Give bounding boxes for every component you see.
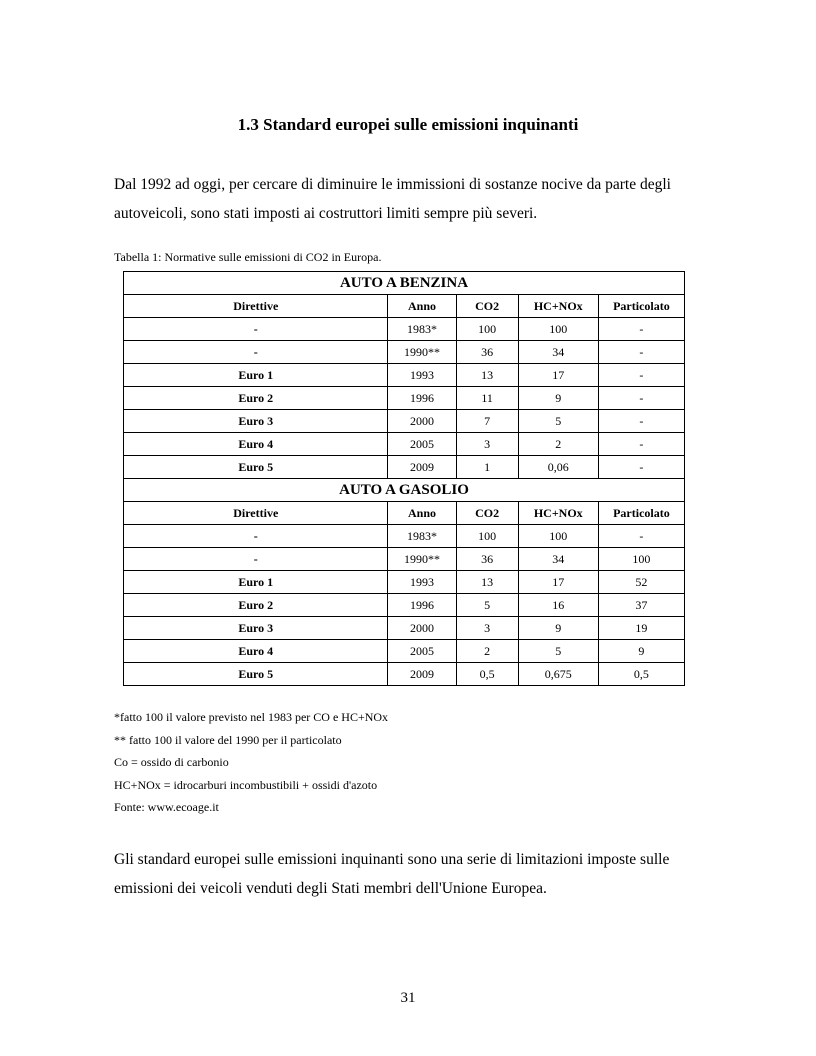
cell-year: 1996 <box>388 594 456 617</box>
intro-paragraph: Dal 1992 ad oggi, per cercare di diminuire le immissioni di sostanze nocive da parte degli autoveicoli, sono stati imposti ai costruttori limiti sempre più severi. <box>114 176 671 222</box>
outro-paragraph: Gli standard europei sulle emissioni inquinanti sono una serie di limitazioni imposte sulle emissioni dei veicoli venduti degli Stati membri dell'Unione Europea. <box>114 851 670 897</box>
cell-hcnox: 34 <box>518 548 598 571</box>
column-header-co2: CO2 <box>456 295 518 318</box>
cell-particulate: 37 <box>598 594 684 617</box>
cell-year: 1990** <box>388 548 456 571</box>
table-row <box>124 663 685 686</box>
table-notes <box>114 706 388 819</box>
cell-hcnox: 17 <box>518 364 598 387</box>
table-row <box>124 364 685 387</box>
cell-co2: 100 <box>456 318 518 341</box>
cell-year: 1993 <box>388 364 456 387</box>
column-header-particulate: Particolato <box>598 502 684 525</box>
cell-directive: Euro 2 <box>124 594 388 617</box>
cell-co2: 36 <box>456 341 518 364</box>
note-1990: ** fatto 100 il valore del 1990 per il particolato <box>114 732 342 747</box>
cell-year: 2009 <box>388 663 456 686</box>
column-header-year: Anno <box>388 295 456 318</box>
cell-particulate: - <box>598 387 684 410</box>
column-header-co2: CO2 <box>456 502 518 525</box>
cell-hcnox: 34 <box>518 341 598 364</box>
note-source: Fonte: www.ecoage.it <box>114 800 219 814</box>
note-1983: *fatto 100 il valore previsto nel 1983 per CO e HC+NOx <box>114 710 389 724</box>
cell-directive: Euro 1 <box>124 364 388 387</box>
table-row <box>124 410 685 433</box>
table-row <box>124 617 685 640</box>
cell-directive: Euro 5 <box>124 456 388 479</box>
cell-particulate: 0,5 <box>598 663 684 686</box>
cell-co2: 2 <box>456 640 518 663</box>
cell-particulate: - <box>598 456 684 479</box>
cell-co2: 1 <box>456 456 518 479</box>
cell-hcnox: 2 <box>518 433 598 456</box>
page-number: 31 <box>400 990 416 1006</box>
cell-year: 2000 <box>388 410 456 433</box>
cell-particulate: - <box>598 410 684 433</box>
cell-hcnox: 5 <box>518 640 598 663</box>
cell-hcnox: 5 <box>518 410 598 433</box>
cell-particulate: 9 <box>598 640 684 663</box>
column-header-row <box>124 295 685 318</box>
cell-year: 1983* <box>388 318 456 341</box>
cell-year: 2005 <box>388 433 456 456</box>
cell-directive: - <box>124 548 388 571</box>
emissions-table-body <box>124 272 685 686</box>
cell-directive: Euro 4 <box>124 433 388 456</box>
section-title: AUTO A GASOLIO <box>124 479 685 502</box>
cell-year: 2009 <box>388 456 456 479</box>
cell-particulate: - <box>598 341 684 364</box>
cell-particulate: - <box>598 364 684 387</box>
cell-hcnox: 16 <box>518 594 598 617</box>
cell-co2: 3 <box>456 617 518 640</box>
cell-directive: Euro 5 <box>124 663 388 686</box>
cell-hcnox: 100 <box>518 525 598 548</box>
cell-particulate: - <box>598 525 684 548</box>
cell-co2: 11 <box>456 387 518 410</box>
column-header-particulate: Particolato <box>598 295 684 318</box>
column-header-directive: Direttive <box>124 295 388 318</box>
cell-year: 2005 <box>388 640 456 663</box>
cell-particulate: 19 <box>598 617 684 640</box>
table-caption: Tabella 1: Normative sulle emissioni di CO2 in Europa. <box>114 250 382 264</box>
cell-hcnox: 100 <box>518 318 598 341</box>
column-header-year: Anno <box>388 502 456 525</box>
cell-co2: 0,5 <box>456 663 518 686</box>
column-header-row <box>124 502 685 525</box>
cell-hcnox: 0,06 <box>518 456 598 479</box>
section-title-row <box>124 479 685 502</box>
column-header-hcnox: HC+NOx <box>518 295 598 318</box>
cell-co2: 3 <box>456 433 518 456</box>
cell-year: 2000 <box>388 617 456 640</box>
note-hcnox-definition: HC+NOx = idrocarburi incombustibili + ossidi d'azoto <box>114 777 378 792</box>
cell-co2: 13 <box>456 364 518 387</box>
cell-directive: Euro 2 <box>124 387 388 410</box>
cell-co2: 5 <box>456 594 518 617</box>
column-header-hcnox: HC+NOx <box>518 502 598 525</box>
cell-co2: 36 <box>456 548 518 571</box>
cell-co2: 13 <box>456 571 518 594</box>
section-title: AUTO A BENZINA <box>124 272 685 295</box>
cell-hcnox: 9 <box>518 617 598 640</box>
cell-particulate: - <box>598 433 684 456</box>
note-co-definition: Co = ossido di carbonio <box>114 755 229 769</box>
table-row <box>124 433 685 456</box>
cell-directive: - <box>124 318 388 341</box>
cell-year: 1996 <box>388 387 456 410</box>
table-row <box>124 341 685 364</box>
cell-co2: 100 <box>456 525 518 548</box>
section-title-row <box>124 272 685 295</box>
cell-year: 1990** <box>388 341 456 364</box>
cell-year: 1993 <box>388 571 456 594</box>
table-row <box>124 640 685 663</box>
cell-directive: - <box>124 341 388 364</box>
cell-hcnox: 17 <box>518 571 598 594</box>
cell-particulate: 52 <box>598 571 684 594</box>
table-row <box>124 387 685 410</box>
cell-hcnox: 0,675 <box>518 663 598 686</box>
column-header-directive: Direttive <box>124 502 388 525</box>
cell-directive: Euro 3 <box>124 410 388 433</box>
table-row <box>124 456 685 479</box>
section-heading: 1.3 Standard europei sulle emissioni inquinanti <box>237 115 579 134</box>
cell-particulate: - <box>598 318 684 341</box>
table-row <box>124 318 685 341</box>
cell-directive: Euro 4 <box>124 640 388 663</box>
table-row <box>124 571 685 594</box>
table-row <box>124 548 685 571</box>
cell-hcnox: 9 <box>518 387 598 410</box>
cell-directive: Euro 1 <box>124 571 388 594</box>
table-row <box>124 525 685 548</box>
cell-year: 1983* <box>388 525 456 548</box>
emissions-table <box>123 271 685 686</box>
table-row <box>124 594 685 617</box>
cell-directive: Euro 3 <box>124 617 388 640</box>
cell-particulate: 100 <box>598 548 684 571</box>
cell-co2: 7 <box>456 410 518 433</box>
cell-directive: - <box>124 525 388 548</box>
